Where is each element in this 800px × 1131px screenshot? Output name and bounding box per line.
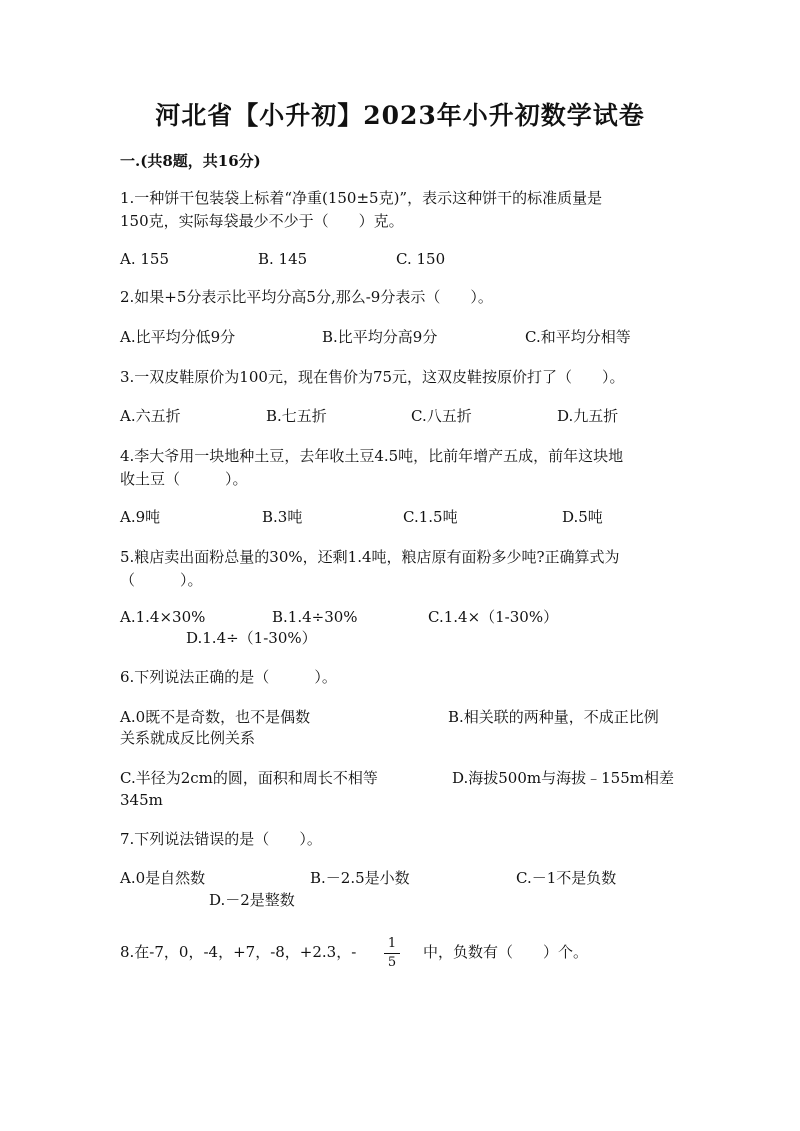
question-2-line1: 2.如果+5分表示比平均分高5分,那么-9分表示（ ）。 bbox=[120, 288, 493, 306]
fraction-bar bbox=[384, 953, 400, 954]
question-3-option-c: C.八五折 bbox=[411, 407, 472, 425]
question-2 bbox=[120, 286, 680, 309]
question-4-option-d: D.5吨 bbox=[562, 508, 603, 526]
question-6-option-d-continued: 345m bbox=[120, 791, 163, 809]
question-6-line1: 6.下列说法正确的是（ ）。 bbox=[120, 668, 337, 686]
question-5 bbox=[120, 546, 680, 592]
question-1-option-c: C. 150 bbox=[396, 250, 446, 268]
question-3-option-d: D.九五折 bbox=[557, 407, 619, 425]
section-heading: 一.(共8题，共16分) bbox=[120, 152, 261, 170]
question-3-option-b: B.七五折 bbox=[266, 407, 327, 425]
question-7 bbox=[120, 828, 680, 851]
question-2-option-b: B.比平均分高9分 bbox=[322, 328, 438, 346]
question-7-option-b: B.－2.5是小数 bbox=[310, 869, 410, 887]
question-4-line1: 4.李大爷用一块地种土豆，去年收土豆4.5吨，比前年增产五成，前年这块地 bbox=[120, 447, 624, 465]
question-5-option-b: B.1.4÷30% bbox=[272, 608, 358, 626]
question-4-option-c: C.1.5吨 bbox=[403, 508, 458, 526]
question-1-option-b: B. 145 bbox=[258, 250, 308, 268]
question-1 bbox=[120, 187, 680, 233]
question-1-option-a: A. 155 bbox=[120, 250, 169, 268]
question-2-option-a: A.比平均分低9分 bbox=[120, 328, 236, 346]
question-1-line2: 150克，实际每袋最少不少于（ ）克。 bbox=[120, 212, 404, 230]
question-8-text-before: 8.在-7，0，-4，+7，-8，+2.3，- bbox=[120, 943, 357, 961]
question-5-option-c: C.1.4×（1-30%） bbox=[428, 608, 559, 626]
question-7-option-d: D.－2是整数 bbox=[209, 891, 295, 909]
question-5-option-a: A.1.4×30% bbox=[120, 608, 206, 626]
question-7-option-c: C.－1不是负数 bbox=[516, 869, 617, 887]
question-5-line1: 5.粮店卖出面粉总量的30%，还剩1.4吨，粮店原有面粉多少吨?正确算式为 bbox=[120, 548, 620, 566]
question-6-option-b-continued: 关系就成反比例关系 bbox=[120, 729, 256, 747]
question-6-option-d: D.海拔500m与海拔﹣155m相差 bbox=[452, 769, 674, 787]
question-4 bbox=[120, 445, 680, 491]
question-5-option-d: D.1.4÷（1-30%） bbox=[186, 629, 317, 647]
question-1-line1: 1.一种饼干包装袋上标着“净重(150±5克)”，表示这种饼干的标准质量是 bbox=[120, 189, 603, 207]
fraction-numerator: 1 bbox=[387, 936, 397, 951]
page-title: 河北省【小升初】2023年小升初数学试卷 bbox=[155, 101, 645, 130]
fraction-denominator: 5 bbox=[387, 955, 397, 970]
question-3-line1: 3.一双皮鞋原价为100元，现在售价为75元，这双皮鞋按原价打了（ ）。 bbox=[120, 368, 625, 386]
question-8-text-after: 中，负数有（ ）个。 bbox=[423, 943, 589, 961]
question-7-line1: 7.下列说法错误的是（ ）。 bbox=[120, 830, 322, 848]
question-4-option-a: A.9吨 bbox=[120, 508, 161, 526]
question-5-line2: （ ）。 bbox=[120, 571, 203, 589]
question-4-line2: 收土豆（ ）。 bbox=[120, 470, 248, 488]
question-6-option-a: A.0既不是奇数，也不是偶数 bbox=[120, 708, 311, 726]
question-7-option-a: A.0是自然数 bbox=[120, 869, 206, 887]
question-6-option-b: B.相关联的两种量，不成正比例 bbox=[448, 708, 659, 726]
question-6 bbox=[120, 666, 680, 689]
question-3-option-a: A.六五折 bbox=[120, 407, 181, 425]
question-4-option-b: B.3吨 bbox=[262, 508, 303, 526]
question-2-option-c: C.和平均分相等 bbox=[525, 328, 631, 346]
question-3 bbox=[120, 366, 680, 389]
question-8-fraction bbox=[384, 937, 400, 970]
question-6-option-c: C.半径为2cm的圆，面积和周长不相等 bbox=[120, 769, 378, 787]
